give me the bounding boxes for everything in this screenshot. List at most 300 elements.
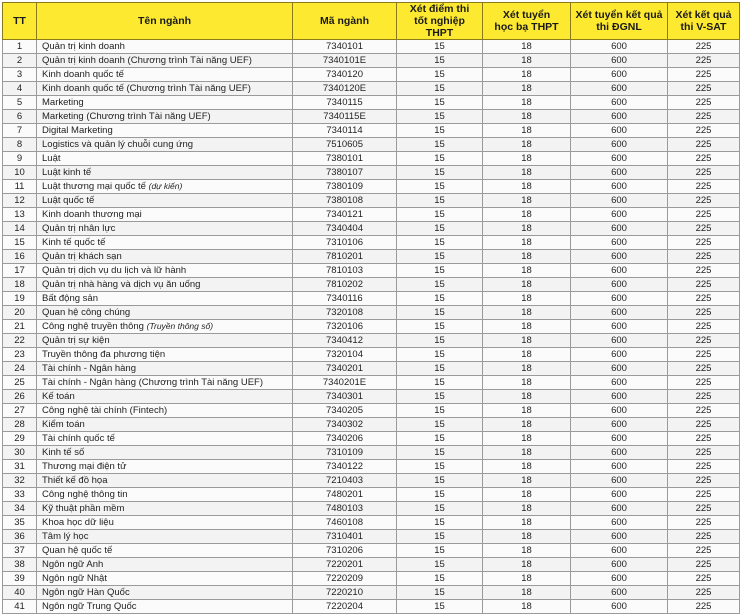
major-name: Quản trị kinh doanh (Chương trình Tài năng UEF)	[42, 55, 252, 66]
cell-name	[37, 432, 293, 446]
cell-dgnl: 600	[571, 222, 668, 236]
cell-hocba: 18	[483, 432, 571, 446]
cell-name	[37, 54, 293, 68]
cell-code: 7310106	[293, 236, 397, 250]
major-name: Kinh doanh thương mại	[42, 209, 142, 220]
cell-vsat: 225	[668, 292, 740, 306]
cell-dgnl: 600	[571, 250, 668, 264]
major-name: Luật	[42, 153, 61, 164]
header-tt: TT	[3, 3, 37, 40]
cell-vsat: 225	[668, 376, 740, 390]
cell-tt: 16	[3, 250, 37, 264]
table-row	[3, 544, 740, 558]
cell-thpt: 15	[397, 502, 483, 516]
header-hocba-line2: học bạ THPT	[494, 21, 559, 33]
major-name: Khoa học dữ liệu	[42, 517, 114, 528]
cell-name	[37, 362, 293, 376]
cell-thpt: 15	[397, 278, 483, 292]
cell-thpt: 15	[397, 96, 483, 110]
cell-dgnl: 600	[571, 110, 668, 124]
table-row	[3, 68, 740, 82]
cell-tt: 34	[3, 502, 37, 516]
major-name: Ngôn ngữ Trung Quốc	[42, 601, 137, 612]
cell-thpt: 15	[397, 40, 483, 54]
cell-name	[37, 82, 293, 96]
major-name: Tài chính quốc tế	[42, 433, 115, 444]
major-name: Bất động sản	[42, 293, 98, 304]
cell-hocba: 18	[483, 446, 571, 460]
table-row	[3, 54, 740, 68]
table-row	[3, 152, 740, 166]
table-row	[3, 502, 740, 516]
cell-dgnl: 600	[571, 558, 668, 572]
cell-tt: 35	[3, 516, 37, 530]
cell-tt: 39	[3, 572, 37, 586]
cell-tt: 31	[3, 460, 37, 474]
cell-name	[37, 250, 293, 264]
cell-vsat: 225	[668, 334, 740, 348]
cell-code: 7340205	[293, 404, 397, 418]
major-name: Luật kinh tế	[42, 167, 92, 178]
cell-thpt: 15	[397, 446, 483, 460]
cell-code: 7340114	[293, 124, 397, 138]
cell-tt: 11	[3, 180, 37, 194]
table-row	[3, 516, 740, 530]
cell-name	[37, 208, 293, 222]
cell-name	[37, 516, 293, 530]
cell-name	[37, 572, 293, 586]
major-name: Quản trị sự kiện	[42, 335, 110, 346]
cell-vsat: 225	[668, 348, 740, 362]
cell-code: 7340122	[293, 460, 397, 474]
major-name: Công nghệ tài chính (Fintech)	[42, 405, 168, 416]
cell-code: 7220201	[293, 558, 397, 572]
table-row	[3, 432, 740, 446]
cell-tt: 14	[3, 222, 37, 236]
major-name: Thương mại điện tử	[42, 461, 127, 472]
major-name: Quản trị dịch vụ du lịch và lữ hành	[42, 265, 187, 276]
cell-vsat: 225	[668, 208, 740, 222]
major-name: Digital Marketing	[42, 125, 113, 136]
cell-thpt: 15	[397, 250, 483, 264]
cell-thpt: 15	[397, 516, 483, 530]
cell-dgnl: 600	[571, 124, 668, 138]
table-row	[3, 446, 740, 460]
cell-name	[37, 68, 293, 82]
major-name: Quản trị nhà hàng và dịch vụ ăn uống	[42, 279, 201, 290]
cell-code: 7810202	[293, 278, 397, 292]
cell-dgnl: 600	[571, 40, 668, 54]
cell-dgnl: 600	[571, 208, 668, 222]
table-row	[3, 348, 740, 362]
cell-vsat: 225	[668, 166, 740, 180]
cell-code: 7310401	[293, 530, 397, 544]
cell-code: 7320104	[293, 348, 397, 362]
cell-hocba: 18	[483, 320, 571, 334]
cell-code: 7340115	[293, 96, 397, 110]
cell-thpt: 15	[397, 194, 483, 208]
cell-dgnl: 600	[571, 572, 668, 586]
major-name: Thiết kế đồ họa	[42, 475, 108, 486]
cell-thpt: 15	[397, 432, 483, 446]
major-name: Tài chính - Ngân hàng (Chương trình Tài năng UEF)	[42, 377, 263, 388]
cell-vsat: 225	[668, 110, 740, 124]
cell-code: 7380108	[293, 194, 397, 208]
cell-hocba: 18	[483, 390, 571, 404]
header-thpt	[397, 3, 483, 40]
cell-thpt: 15	[397, 82, 483, 96]
cell-thpt: 15	[397, 306, 483, 320]
cell-dgnl: 600	[571, 264, 668, 278]
cell-name	[37, 460, 293, 474]
cell-dgnl: 600	[571, 180, 668, 194]
cell-vsat: 225	[668, 54, 740, 68]
cell-tt: 4	[3, 82, 37, 96]
cell-vsat: 225	[668, 278, 740, 292]
cell-vsat: 225	[668, 432, 740, 446]
table-row	[3, 96, 740, 110]
cell-thpt: 15	[397, 572, 483, 586]
cell-name	[37, 334, 293, 348]
cell-code: 7210403	[293, 474, 397, 488]
cell-name	[37, 40, 293, 54]
major-name: Quản trị khách sạn	[42, 251, 122, 262]
table-row	[3, 600, 740, 614]
cell-name	[37, 222, 293, 236]
cell-thpt: 15	[397, 208, 483, 222]
cell-hocba: 18	[483, 68, 571, 82]
table-row	[3, 264, 740, 278]
cell-tt: 7	[3, 124, 37, 138]
cell-tt: 20	[3, 306, 37, 320]
cell-thpt: 15	[397, 376, 483, 390]
table-row	[3, 320, 740, 334]
header-vsat	[668, 3, 740, 40]
cell-code: 7310206	[293, 544, 397, 558]
cell-hocba: 18	[483, 194, 571, 208]
cell-dgnl: 600	[571, 600, 668, 614]
cell-code: 7340101	[293, 40, 397, 54]
table-row	[3, 194, 740, 208]
cell-code: 7380109	[293, 180, 397, 194]
cell-thpt: 15	[397, 264, 483, 278]
cell-tt: 15	[3, 236, 37, 250]
cell-name	[37, 110, 293, 124]
cell-hocba: 18	[483, 166, 571, 180]
cell-vsat: 225	[668, 488, 740, 502]
cell-hocba: 18	[483, 544, 571, 558]
cell-dgnl: 600	[571, 236, 668, 250]
cell-tt: 3	[3, 68, 37, 82]
cell-name	[37, 390, 293, 404]
cell-thpt: 15	[397, 390, 483, 404]
cell-thpt: 15	[397, 222, 483, 236]
table-row	[3, 460, 740, 474]
major-name: Kiểm toán	[42, 419, 85, 430]
cell-hocba: 18	[483, 460, 571, 474]
cell-name	[37, 292, 293, 306]
major-name: Luật quốc tế	[42, 195, 95, 206]
table-row	[3, 418, 740, 432]
cell-tt: 38	[3, 558, 37, 572]
table-body	[3, 40, 740, 614]
cell-code: 7340206	[293, 432, 397, 446]
cell-name	[37, 530, 293, 544]
cell-hocba: 18	[483, 348, 571, 362]
cell-name	[37, 124, 293, 138]
cell-code: 7380107	[293, 166, 397, 180]
cell-tt: 37	[3, 544, 37, 558]
table-header	[3, 3, 740, 40]
table-row	[3, 278, 740, 292]
cell-hocba: 18	[483, 572, 571, 586]
cell-code: 7460108	[293, 516, 397, 530]
table-row	[3, 166, 740, 180]
header-hocba	[483, 3, 571, 40]
cell-name	[37, 502, 293, 516]
major-name: Kỹ thuật phần mềm	[42, 503, 125, 514]
cell-hocba: 18	[483, 530, 571, 544]
cell-hocba: 18	[483, 376, 571, 390]
cell-tt: 19	[3, 292, 37, 306]
cell-vsat: 225	[668, 558, 740, 572]
cell-thpt: 15	[397, 152, 483, 166]
cell-hocba: 18	[483, 362, 571, 376]
cell-code: 7310109	[293, 446, 397, 460]
cell-vsat: 225	[668, 138, 740, 152]
table-row	[3, 404, 740, 418]
cell-tt: 17	[3, 264, 37, 278]
cell-tt: 18	[3, 278, 37, 292]
cell-code: 7510605	[293, 138, 397, 152]
table-row	[3, 390, 740, 404]
table-row	[3, 40, 740, 54]
cell-thpt: 15	[397, 348, 483, 362]
cell-tt: 2	[3, 54, 37, 68]
table-row	[3, 474, 740, 488]
cell-vsat: 225	[668, 250, 740, 264]
cell-tt: 8	[3, 138, 37, 152]
cell-name	[37, 404, 293, 418]
cell-code: 7340302	[293, 418, 397, 432]
cell-name	[37, 474, 293, 488]
cell-hocba: 18	[483, 208, 571, 222]
major-name: Luật thương mại quốc tế	[42, 181, 146, 192]
cell-tt: 1	[3, 40, 37, 54]
cell-vsat: 225	[668, 264, 740, 278]
cell-tt: 5	[3, 96, 37, 110]
cell-dgnl: 600	[571, 530, 668, 544]
cell-thpt: 15	[397, 418, 483, 432]
cell-name	[37, 96, 293, 110]
major-name: Kinh doanh quốc tế	[42, 69, 124, 80]
cell-dgnl: 600	[571, 418, 668, 432]
cell-hocba: 18	[483, 222, 571, 236]
cell-name	[37, 320, 293, 334]
cell-thpt: 15	[397, 460, 483, 474]
cell-vsat: 225	[668, 96, 740, 110]
cell-name	[37, 194, 293, 208]
cell-name	[37, 278, 293, 292]
cell-tt: 29	[3, 432, 37, 446]
header-dgnl-line1: Xét tuyển kết quả	[575, 9, 663, 21]
cell-hocba: 18	[483, 502, 571, 516]
cell-dgnl: 600	[571, 362, 668, 376]
cell-dgnl: 600	[571, 502, 668, 516]
cell-name	[37, 138, 293, 152]
table-row	[3, 250, 740, 264]
cell-thpt: 15	[397, 530, 483, 544]
major-name: Logistics và quản lý chuỗi cung ứng	[42, 139, 194, 150]
cell-dgnl: 600	[571, 348, 668, 362]
cell-thpt: 15	[397, 320, 483, 334]
cell-vsat: 225	[668, 502, 740, 516]
cell-name	[37, 600, 293, 614]
cell-tt: 27	[3, 404, 37, 418]
cell-vsat: 225	[668, 586, 740, 600]
cell-tt: 41	[3, 600, 37, 614]
cell-tt: 13	[3, 208, 37, 222]
cell-vsat: 225	[668, 362, 740, 376]
cell-code: 7810103	[293, 264, 397, 278]
cell-code: 7340115E	[293, 110, 397, 124]
cell-vsat: 225	[668, 572, 740, 586]
cell-name	[37, 376, 293, 390]
major-name: Quan hệ công chúng	[42, 307, 131, 318]
cell-hocba: 18	[483, 124, 571, 138]
cell-hocba: 18	[483, 404, 571, 418]
cell-hocba: 18	[483, 250, 571, 264]
cell-thpt: 15	[397, 54, 483, 68]
cell-vsat: 225	[668, 306, 740, 320]
header-thpt-line1: Xét điểm thi	[409, 3, 470, 15]
cell-dgnl: 600	[571, 306, 668, 320]
cell-code: 7480103	[293, 502, 397, 516]
cell-thpt: 15	[397, 586, 483, 600]
cell-hocba: 18	[483, 600, 571, 614]
cell-dgnl: 600	[571, 82, 668, 96]
major-name: Tài chính - Ngân hàng	[42, 363, 137, 374]
cell-tt: 36	[3, 530, 37, 544]
cell-tt: 28	[3, 418, 37, 432]
cell-dgnl: 600	[571, 292, 668, 306]
cell-code: 7380101	[293, 152, 397, 166]
cell-dgnl: 600	[571, 376, 668, 390]
cell-thpt: 15	[397, 404, 483, 418]
cell-tt: 40	[3, 586, 37, 600]
cell-thpt: 15	[397, 362, 483, 376]
cell-vsat: 225	[668, 222, 740, 236]
cell-dgnl: 600	[571, 278, 668, 292]
cell-dgnl: 600	[571, 152, 668, 166]
cell-hocba: 18	[483, 180, 571, 194]
cell-name	[37, 544, 293, 558]
cell-hocba: 18	[483, 558, 571, 572]
major-name: Kinh tế quốc tế	[42, 237, 106, 248]
cell-code: 7340201E	[293, 376, 397, 390]
cell-dgnl: 600	[571, 516, 668, 530]
cell-hocba: 18	[483, 152, 571, 166]
cell-name	[37, 306, 293, 320]
cell-code: 7340121	[293, 208, 397, 222]
cell-vsat: 225	[668, 390, 740, 404]
cell-thpt: 15	[397, 110, 483, 124]
cell-tt: 26	[3, 390, 37, 404]
cell-code: 7340404	[293, 222, 397, 236]
cell-thpt: 15	[397, 474, 483, 488]
table-row	[3, 572, 740, 586]
table-row	[3, 236, 740, 250]
cell-tt: 9	[3, 152, 37, 166]
cell-dgnl: 600	[571, 96, 668, 110]
cell-vsat: 225	[668, 418, 740, 432]
cell-tt: 21	[3, 320, 37, 334]
header-hocba-line1: Xét tuyển	[502, 9, 551, 21]
cell-dgnl: 600	[571, 68, 668, 82]
cell-name	[37, 418, 293, 432]
cell-tt: 6	[3, 110, 37, 124]
cell-thpt: 15	[397, 600, 483, 614]
major-name: Kinh tế số	[42, 447, 85, 458]
cell-vsat: 225	[668, 180, 740, 194]
major-name: Kế toán	[42, 391, 75, 402]
cell-hocba: 18	[483, 138, 571, 152]
cell-hocba: 18	[483, 236, 571, 250]
cell-code: 7340120E	[293, 82, 397, 96]
cell-code: 7320108	[293, 306, 397, 320]
cell-dgnl: 600	[571, 334, 668, 348]
admission-score-table-container	[2, 2, 739, 614]
cell-name	[37, 558, 293, 572]
table-row	[3, 208, 740, 222]
cell-code: 7810201	[293, 250, 397, 264]
table-row	[3, 488, 740, 502]
table-row	[3, 586, 740, 600]
cell-thpt: 15	[397, 236, 483, 250]
table-row	[3, 376, 740, 390]
cell-dgnl: 600	[571, 586, 668, 600]
cell-tt: 23	[3, 348, 37, 362]
major-name: Ngôn ngữ Anh	[42, 559, 104, 570]
cell-vsat: 225	[668, 40, 740, 54]
table-row	[3, 362, 740, 376]
cell-name	[37, 446, 293, 460]
major-name: Công nghệ truyền thông	[42, 321, 144, 332]
cell-thpt: 15	[397, 334, 483, 348]
table-row	[3, 138, 740, 152]
cell-vsat: 225	[668, 446, 740, 460]
table-row	[3, 334, 740, 348]
major-name: Marketing (Chương trình Tài năng UEF)	[42, 111, 211, 122]
cell-dgnl: 600	[571, 544, 668, 558]
major-name: Ngôn ngữ Hàn Quốc	[42, 587, 130, 598]
cell-hocba: 18	[483, 96, 571, 110]
cell-tt: 25	[3, 376, 37, 390]
cell-hocba: 18	[483, 488, 571, 502]
major-name: Quản trị kinh doanh	[42, 41, 125, 52]
major-name: Quan hệ quốc tế	[42, 545, 113, 556]
cell-hocba: 18	[483, 334, 571, 348]
cell-dgnl: 600	[571, 166, 668, 180]
major-name: Tâm lý học	[42, 531, 89, 542]
cell-vsat: 225	[668, 530, 740, 544]
cell-tt: 24	[3, 362, 37, 376]
table-row	[3, 292, 740, 306]
cell-dgnl: 600	[571, 460, 668, 474]
cell-vsat: 225	[668, 516, 740, 530]
cell-name	[37, 166, 293, 180]
cell-hocba: 18	[483, 264, 571, 278]
